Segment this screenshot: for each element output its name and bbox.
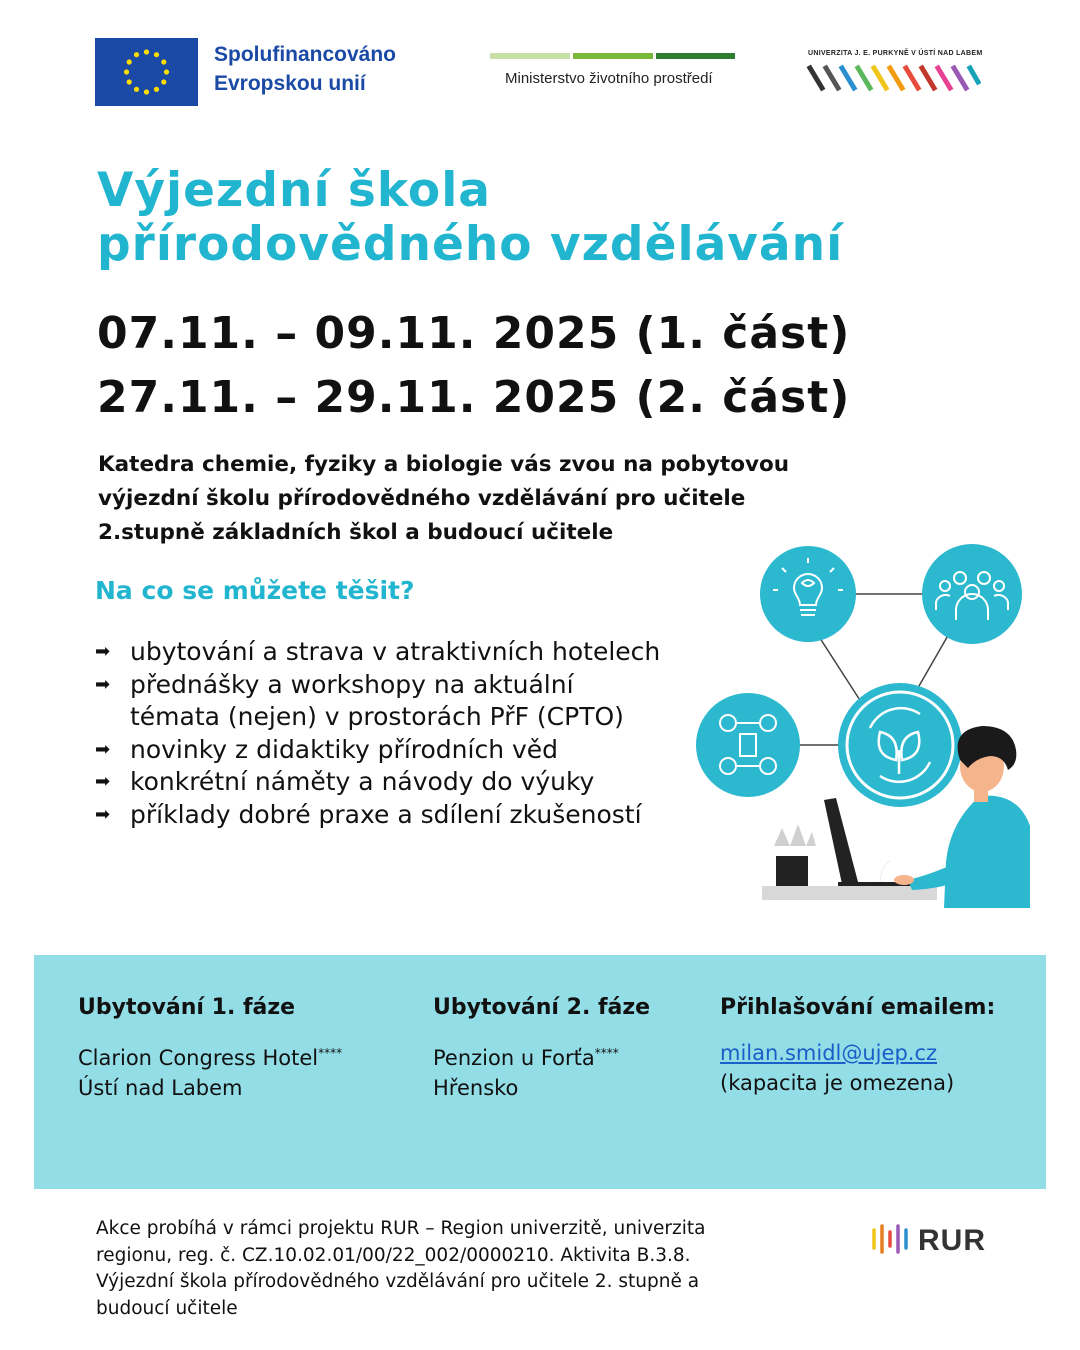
eu-text-line1: Spolufinancováno bbox=[214, 43, 397, 66]
signup-info bbox=[720, 995, 995, 1098]
project-footer-text bbox=[96, 1216, 826, 1322]
arrow-bullet-icon: ➡ bbox=[95, 673, 111, 695]
phase1-stars: **** bbox=[318, 1046, 343, 1060]
community-building-icon bbox=[696, 693, 800, 797]
benefit-text: příklady dobré praxe a sdílení zkušeností bbox=[130, 799, 642, 829]
list-item bbox=[95, 734, 725, 767]
phase1-heading: Ubytování 1. fáze bbox=[78, 995, 296, 1020]
benefits-list bbox=[95, 636, 725, 831]
benefit-text: novinky z didaktiky přírodních věd bbox=[130, 734, 559, 764]
phase2-stars: **** bbox=[594, 1046, 619, 1060]
benefit-text: přednášky a workshopy na aktuální bbox=[130, 669, 574, 699]
phase1-hotel-line bbox=[78, 1038, 342, 1073]
list-item bbox=[95, 766, 725, 799]
event-dates bbox=[97, 302, 850, 430]
signup-email-link[interactable]: milan.smidl@ujep.cz bbox=[720, 1041, 938, 1065]
recycle-leaf-icon bbox=[838, 683, 962, 807]
people-group-icon bbox=[922, 544, 1022, 644]
signup-heading: Přihlašování emailem: bbox=[720, 995, 996, 1020]
footer-line3: Výjezdní škola přírodovědného vzdělávání pro učitele 2. stupně a bbox=[96, 1271, 700, 1292]
arrow-bullet-icon: ➡ bbox=[95, 803, 111, 825]
eu-flag-icon bbox=[95, 38, 198, 106]
ministry-logo-text: Ministerstvo životního prostředí bbox=[505, 70, 713, 87]
phase2-hotel: Penzion u Forťa bbox=[433, 1046, 595, 1070]
date-part1: 07.11. – 09.11. 2025 (1. část) bbox=[97, 308, 851, 359]
page-title bbox=[97, 164, 843, 272]
ministry-logo-bars bbox=[490, 53, 735, 59]
title-line2: přírodovědného vzdělávání bbox=[97, 217, 844, 272]
benefits-heading: Na co se můžete těšit? bbox=[95, 576, 415, 605]
intro-line2: výjezdní školu přírodovědného vzdělávání pro učitele bbox=[98, 486, 746, 511]
eu-text-line2: Evropskou unií bbox=[214, 72, 366, 95]
eu-cofinancing-text bbox=[214, 40, 396, 98]
list-item bbox=[95, 799, 725, 832]
benefit-text-continued: témata (nejen) v prostorách PřF (CPTO) bbox=[130, 702, 624, 731]
date-part2: 27.11. – 29.11. 2025 (2. část) bbox=[97, 372, 851, 423]
list-item bbox=[95, 669, 725, 734]
phase1-city: Ústí nad Labem bbox=[78, 1076, 243, 1100]
lightbulb-brain-icon bbox=[760, 546, 856, 642]
intro-text bbox=[98, 448, 928, 550]
arrow-bullet-icon: ➡ bbox=[95, 771, 111, 792]
list-item bbox=[95, 636, 725, 669]
phase2-hotel-line bbox=[433, 1038, 650, 1073]
title-line1: Výjezdní škola bbox=[97, 163, 492, 218]
arrow-bullet-icon: ➡ bbox=[95, 738, 111, 760]
footer-line1: Akce probíhá v rámci projektu RUR – Region univerzitě, univerzita bbox=[96, 1218, 706, 1239]
intro-line1: Katedra chemie, fyziky a biologie vás zvou na pobytovou bbox=[98, 452, 790, 477]
network-illustration bbox=[690, 538, 1035, 908]
arrow-bullet-icon: ➡ bbox=[95, 641, 111, 662]
benefit-text: ubytování a strava v atraktivních hotelech bbox=[130, 637, 661, 666]
rur-logo-text: RUR bbox=[918, 1224, 986, 1257]
university-logo-text: UNIVERZITA J. E. PURKYNĚ V ÚSTÍ NAD LABEM bbox=[808, 50, 983, 57]
rur-logo-icon bbox=[870, 1222, 914, 1256]
phase1-hotel: Clarion Congress Hotel bbox=[78, 1046, 319, 1070]
university-logo-stripes bbox=[806, 62, 981, 92]
phase1-accommodation bbox=[78, 995, 342, 1103]
phase2-heading: Ubytování 2. fáze bbox=[433, 995, 651, 1020]
footer-line4: budoucí učitele bbox=[96, 1297, 238, 1319]
capacity-note: (kapacita je omezena) bbox=[720, 1071, 955, 1095]
phase2-city: Hřensko bbox=[433, 1076, 519, 1100]
benefit-text: konkrétní náměty a návody do výuky bbox=[130, 767, 595, 796]
intro-line3: 2.stupně základních škol a budoucí učitele bbox=[98, 520, 614, 545]
phase2-accommodation bbox=[433, 995, 650, 1103]
footer-line2: regionu, reg. č. CZ.10.02.01/00/22_002/0000210. Aktivita B.3.8. bbox=[96, 1244, 691, 1266]
